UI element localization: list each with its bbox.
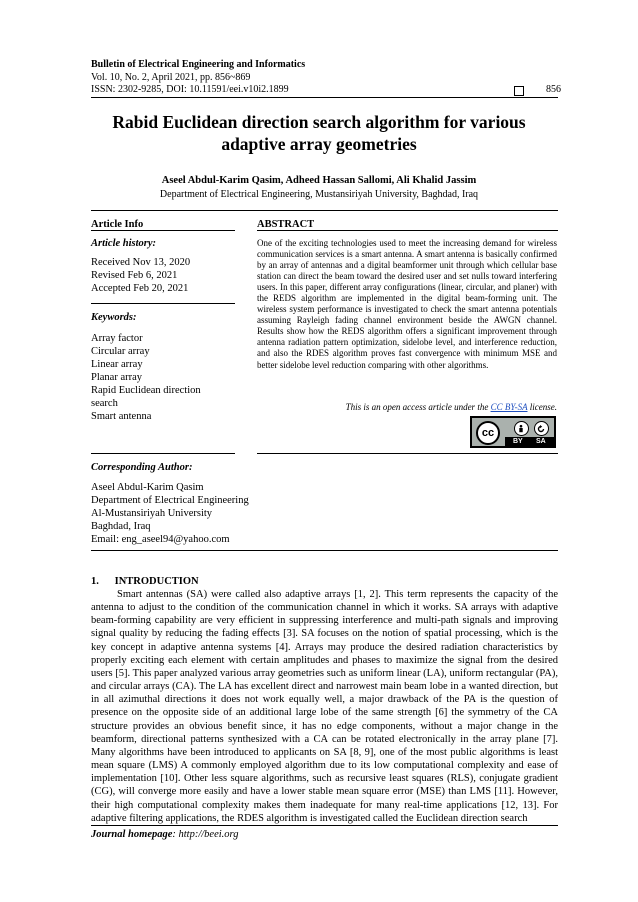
frame-bottom-rule xyxy=(91,550,558,551)
circular-arrow-icon xyxy=(535,423,547,435)
open-access-note xyxy=(257,402,557,412)
creative-commons-icon: cc xyxy=(476,421,500,445)
page-number: 856 xyxy=(546,84,561,95)
person-icon xyxy=(515,423,527,435)
info-heading-rule xyxy=(91,230,235,231)
affiliation: Department of Electrical Engineering, Mustansiriyah University, Baghdad, Iraq xyxy=(159,189,479,200)
keyword-item: Circular array xyxy=(91,346,150,357)
history-rule xyxy=(91,303,235,304)
article-info-heading: Article Info xyxy=(91,219,144,230)
by-label: BY xyxy=(513,438,523,445)
checkbox-icon xyxy=(514,86,524,96)
title-line-1: Rabid Euclidean direction search algorithm for various xyxy=(112,112,526,132)
frame-top-rule xyxy=(91,210,558,211)
footer-rule xyxy=(91,825,558,826)
introduction-heading: 1. INTRODUCTION xyxy=(91,576,199,587)
author-name: Aseel Abdul-Karim Qasim xyxy=(91,482,204,493)
keyword-item: Array factor xyxy=(91,333,143,344)
homepage-url[interactable]: : http://beei.org xyxy=(172,829,239,840)
keyword-item: search xyxy=(91,398,118,409)
keyword-item: Planar array xyxy=(91,372,143,383)
keywords-rule xyxy=(91,453,235,454)
history-heading: Article history: xyxy=(91,238,157,249)
volume-line: Vol. 10, No. 2, April 2021, pp. 856~869 xyxy=(91,72,251,83)
keywords-heading: Keywords: xyxy=(91,312,137,323)
share-alike-icon xyxy=(534,421,549,436)
author-university: Al-Mustansiriyah University xyxy=(91,508,213,519)
abstract-heading: ABSTRACT xyxy=(257,219,315,230)
author-city: Baghdad, Iraq xyxy=(91,521,151,532)
license-link[interactable]: CC BY-SA xyxy=(490,402,528,412)
open-access-prefix: This is an open access article under the xyxy=(345,402,491,412)
author-department: Department of Electrical Engineering xyxy=(91,495,249,506)
corresponding-heading: Corresponding Author: xyxy=(91,462,193,473)
paper-title xyxy=(80,111,558,155)
attribution-icon xyxy=(514,421,529,436)
header-rule xyxy=(91,97,558,98)
open-access-suffix: license. xyxy=(527,402,557,412)
abstract-bottom-rule xyxy=(257,453,558,454)
authors: Aseel Abdul-Karim Qasim, Adheed Hassan Sallomi, Ali Khalid Jassim xyxy=(161,175,477,186)
sa-label: SA xyxy=(536,438,546,445)
cc-by-sa-badge[interactable] xyxy=(470,416,556,448)
keyword-item: Rapid Euclidean direction xyxy=(91,385,201,396)
badge-background xyxy=(472,418,554,446)
journal-name: Bulletin of Electrical Engineering and Informatics xyxy=(91,59,306,70)
keyword-item: Smart antenna xyxy=(91,411,152,422)
title-line-2: adaptive array geometries xyxy=(221,134,417,154)
revised-date: Revised Feb 6, 2021 xyxy=(91,270,178,281)
homepage-label: Journal homepage xyxy=(91,829,173,840)
keywords-list xyxy=(91,332,201,423)
author-email: Email: eng_aseel94@yahoo.com xyxy=(91,534,230,545)
abstract-text: One of the exciting technologies used to meet the increasing demand for wireless communication services is a smart antenna. A smart antenna is basically confirmed by an array of antennas and a digital beamformer unit through which cellular base station can direct the beam toward the desired user and set nulls toward interfering users. In this paper, different array configurations (linear, circular, and planer) with the REDS algorithm are implemented in the digital beam-forming unit. The wireless system performance is investigated to check the smart antenna potentials assuming Rayleigh fading channel environment beside the AWGN channel. Results show how the REDS algorithm offers a significant improvement through antenna radiation pattern optimization, sidelobe level, and interference reduction, and also the RDES algorithm proves fast convergence with minimum MSE and better sidelobe level reduction comparing with other algorithms. xyxy=(257,238,557,370)
journal-homepage xyxy=(91,829,239,840)
received-date: Received Nov 13, 2020 xyxy=(91,257,191,268)
issn-doi-line: ISSN: 2302-9285, DOI: 10.11591/eei.v10i2.1899 xyxy=(91,84,289,95)
corresponding-details xyxy=(91,481,249,546)
introduction-text: Smart antennas (SA) were called also adaptive arrays [1, 2]. This term represents the capacity of the antenna to adjust to the condition of the communication channel in which it works. SA arrays with adaptive beam-forming capability are very efficient in suppressing interference and multi-path signals and improving signal quality by reducing the fading effects [3]. SA focuses on the notion of spatial processing, which is the key concept in adaptive antenna systems [4]. Arrays may produce the desired radiation characteristics by properly exciting each element with certain amplitudes and phases to maximize the signal from the desired users [5]. This paper analyzed various array geometries such as uniform linear (LA), uniform rectangular (PA), and circular arrays (CA). The LA has excellent direct and narrowest main beam lobe in a wanted direction, but in all azimuthal directions it does not work equally well, a major drawback of the PA is the question of presence on the opposite side of an additional large lobe of the same strength [6] the symmetry of the CA structure provides an obvious benefit since, it has no edge components, without a major change in the beamform, directional patterns synthesized with a CA can be rotated electronically in the array plane [7]. Many algorithms have been introduced to applicants on SA [8, 9], one of the most public algorithms is least mean square (LMS) A commonly employed algorithm due to its low computational complexity and ease of implementation [10]. Other less square algorithms, such as recursive least squares (RLS), conjugate gradient (CG), will converge more easily and have a lower stable mean square error (MSE) than LMS [11]. However, their high computational complexity makes them inadequate for many real-time applications [12, 13]. For adaptive filtering applications, the RDES algorithm is investigated called the Euclidean direction search xyxy=(91,589,558,824)
keyword-item: Linear array xyxy=(91,359,143,370)
license-strip xyxy=(505,437,555,447)
abstract-heading-rule xyxy=(257,230,558,231)
accepted-date: Accepted Feb 20, 2021 xyxy=(91,283,189,294)
